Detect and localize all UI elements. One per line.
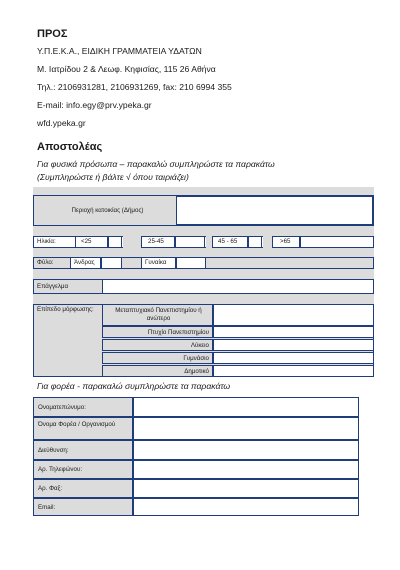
org-address-input[interactable] xyxy=(133,440,359,460)
age-label: Ηλικία: xyxy=(37,238,56,245)
education-option-3-label: Λύκειο xyxy=(190,342,209,349)
age-spacer xyxy=(263,236,272,248)
education-check-2[interactable] xyxy=(213,326,374,338)
org-name-input[interactable] xyxy=(133,397,359,417)
area-label: Περιοχή κατοικίας (Δήμος) xyxy=(71,207,144,214)
age-option-1[interactable] xyxy=(75,236,108,248)
sex-option-male-label: Άνδρας xyxy=(74,259,95,266)
age-option-4[interactable] xyxy=(272,236,300,248)
profession-label: Επάγγελμα xyxy=(37,283,69,290)
education-label: Επίπεδο μόρφωσης: xyxy=(37,306,94,313)
age-option-3[interactable] xyxy=(212,236,248,248)
age-option-1-label: <25 xyxy=(81,238,92,245)
org-label-cell-1 xyxy=(33,397,133,417)
recipient-title: ΠΡΟΣ xyxy=(37,28,68,40)
recipient-line-3: Τηλ.: 2106931281, 2106931269, fax: 210 6994 355 xyxy=(37,82,232,92)
org-label-cell-2 xyxy=(33,417,133,440)
org-label-cell-4 xyxy=(33,460,133,479)
org-field-fax-label: Αρ. Φαξ: xyxy=(38,485,63,492)
age-option-2[interactable] xyxy=(141,236,175,248)
org-organization-input[interactable] xyxy=(133,417,359,440)
recipient-line-1: Υ.Π.Ε.Κ.Α., ΕΙΔΙΚΗ ΓΡΑΜΜΑΤΕΙΑ ΥΔΑΤΩΝ xyxy=(37,46,202,56)
org-email-input[interactable] xyxy=(133,498,359,516)
org-intro: Για φορέα - παρακαλώ συμπληρώστε τα παρακάτω xyxy=(37,381,231,391)
education-option-3 xyxy=(102,339,213,351)
age-check-2[interactable] xyxy=(175,236,205,248)
education-check-5[interactable] xyxy=(213,365,374,377)
education-check-1[interactable] xyxy=(213,304,374,326)
education-option-2-label: Πτυχίο Πανεπιστημίου xyxy=(147,329,209,336)
education-option-4 xyxy=(102,352,213,364)
education-option-5-label: Δημοτικό xyxy=(184,368,209,375)
age-option-2-label: 25-45 xyxy=(148,238,164,245)
sex-option-male[interactable] xyxy=(70,257,101,269)
recipient-line-5: wfd.ypeka.gr xyxy=(37,118,86,128)
sex-check-female[interactable] xyxy=(176,257,206,269)
org-field-address-label: Διεύθυνση: xyxy=(38,447,69,454)
sender-instructions: (Συμπληρώστε ή βάλτε √ όπου ταιριάζει) xyxy=(37,172,189,182)
org-label-cell-3 xyxy=(33,440,133,460)
education-check-3[interactable] xyxy=(213,339,374,351)
education-option-2 xyxy=(102,326,213,338)
org-field-email-label: Email: xyxy=(38,504,56,511)
org-fax-input[interactable] xyxy=(133,479,359,498)
org-phone-input[interactable] xyxy=(133,460,359,479)
education-option-4-label: Γυμνάσιο xyxy=(183,355,209,362)
recipient-line-2: Μ. Ιατρίδου 2 & Λεωφ. Κηφισίας, 115 26 Αθήνα xyxy=(37,64,216,74)
sex-label: Φύλο: xyxy=(37,259,54,266)
sex-option-female[interactable] xyxy=(141,257,176,269)
org-field-phone-label: Αρ. Τηλεφώνου: xyxy=(38,466,83,473)
sender-intro: Για φυσικά πρόσωπα – παρακαλώ συμπληρώστε τα παρακάτω xyxy=(37,159,275,169)
age-check-1[interactable] xyxy=(108,236,122,248)
education-option-1-label: Μεταπτυχιακό Πανεπιστημίου ή ανώτερο xyxy=(115,307,202,322)
age-option-3-label: 45 - 65 xyxy=(218,238,238,245)
sex-check-male[interactable] xyxy=(101,257,122,269)
org-label-cell-5 xyxy=(33,479,133,498)
education-option-1 xyxy=(102,304,213,326)
age-spacer xyxy=(123,236,141,248)
education-check-4[interactable] xyxy=(213,352,374,364)
org-label-cell-6 xyxy=(33,498,133,516)
area-input[interactable] xyxy=(176,196,373,225)
education-option-5 xyxy=(102,365,213,377)
age-check-3[interactable] xyxy=(248,236,262,248)
org-field-org-label: Όνομα Φορέα / Οργανισμού xyxy=(38,421,116,428)
age-check-4[interactable] xyxy=(300,236,374,248)
sender-title: Αποστολέας xyxy=(37,141,103,153)
profession-input[interactable] xyxy=(102,279,374,294)
recipient-line-4: E-mail: info.egy@prv.ypeka.gr xyxy=(37,100,152,110)
sex-option-female-label: Γυναίκα xyxy=(145,259,167,266)
age-option-4-label: >65 xyxy=(280,238,291,245)
org-field-name-label: Ονοματεπώνυμο: xyxy=(38,404,86,411)
